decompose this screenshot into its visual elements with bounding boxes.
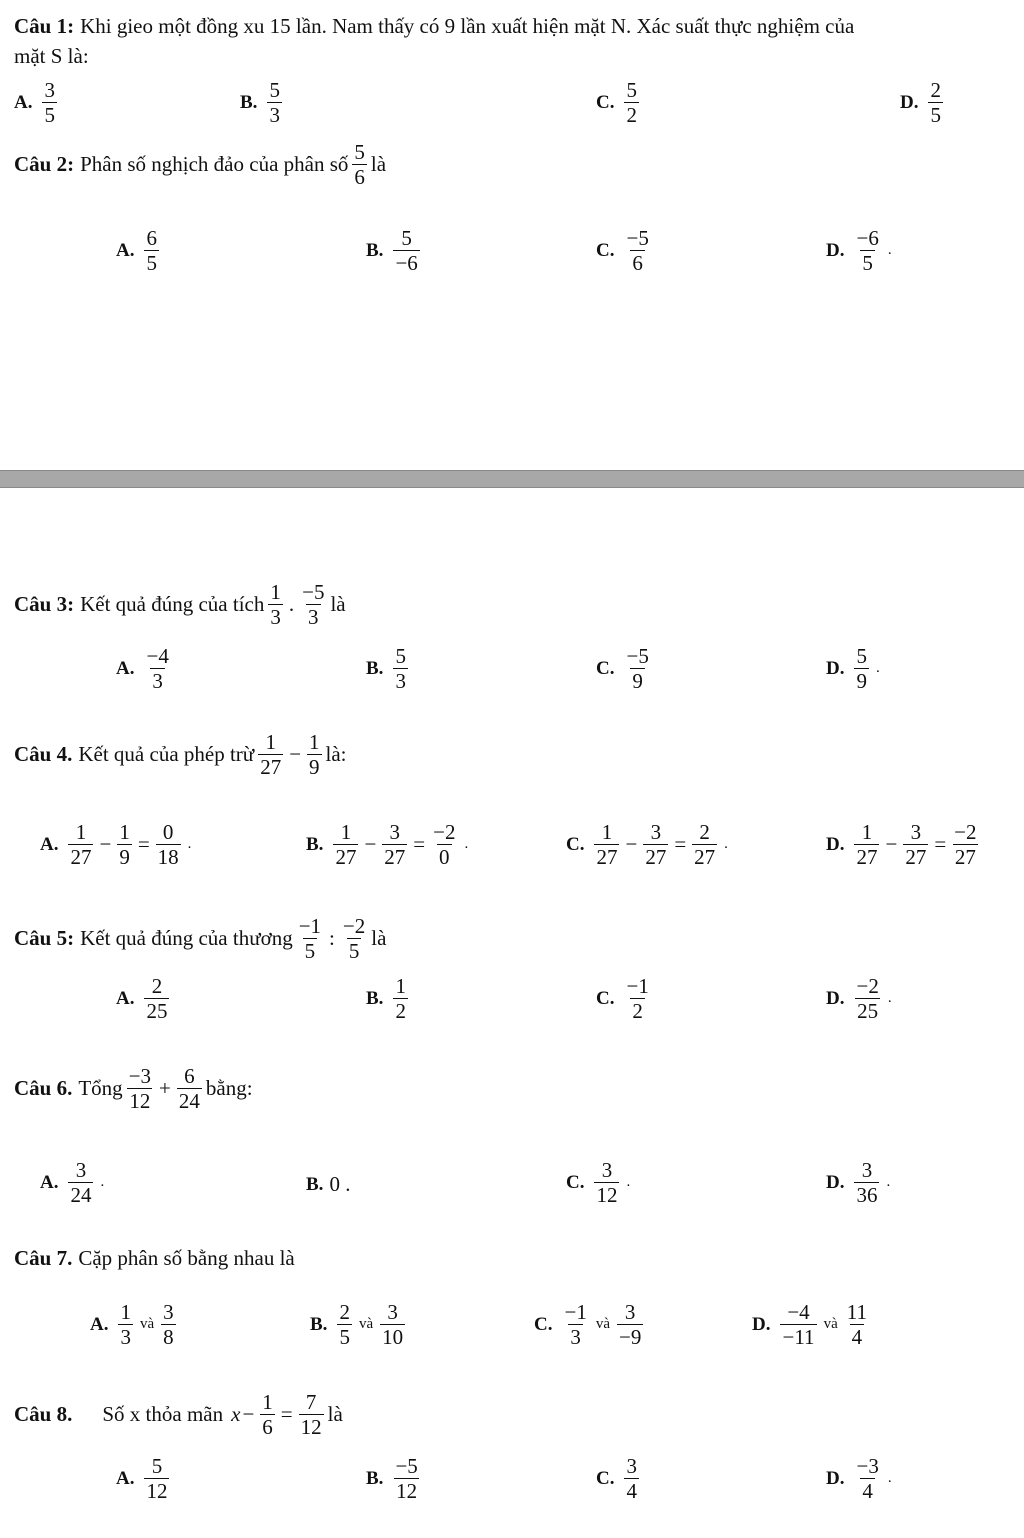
fraction: $\frac{3}{5}$ <box>44 78 55 128</box>
q2-option-a[interactable] <box>116 226 163 275</box>
fraction: $\frac{5}{2}$ <box>626 78 637 128</box>
option-letter: A. <box>14 91 33 113</box>
q2-option-d[interactable]: D. $\frac{-6}{5}$ . <box>826 226 892 276</box>
q2-option-b[interactable] <box>366 226 424 275</box>
fraction: $\frac{-5}{6}$ <box>626 226 649 276</box>
fraction: $\frac{-2}{27}$ <box>954 820 977 870</box>
question-1-line1 <box>14 14 854 39</box>
fraction: $\frac{2}{5}$ <box>930 78 941 128</box>
fraction: $\frac{3}{4}$ <box>626 1454 637 1504</box>
question-2-text: Phân số nghịch đảo của phân số <box>80 152 349 177</box>
question-6-text: Tổng <box>78 1076 123 1101</box>
fraction: $\frac{5}{-6}$ <box>395 226 418 276</box>
fraction: $\frac{5}{12}$ <box>146 1454 168 1504</box>
fraction: $\frac{-5}{12}$ <box>395 1454 418 1504</box>
option-letter: B. <box>240 91 258 113</box>
question-4-line <box>14 730 347 779</box>
operator: − <box>99 832 112 857</box>
q5-option-a[interactable] <box>116 974 173 1023</box>
fraction: $\frac{-5}{9}$ <box>626 644 649 694</box>
question-8-text: Số x thỏa mãn <box>102 1402 224 1427</box>
option-letter: A. <box>90 1313 109 1335</box>
fraction: $\frac{11}{4}$ <box>846 1300 867 1350</box>
question-6-label: Câu 6. <box>14 1076 73 1101</box>
question-3-tail: là <box>330 592 346 617</box>
fraction: $\frac{-3}{12}$ <box>128 1064 152 1114</box>
q7-option-b[interactable] <box>310 1300 409 1349</box>
q1-option-c[interactable] <box>596 78 643 127</box>
fraction: $\frac{-6}{5}$ <box>856 226 879 276</box>
fraction: $\frac{3}{27}$ <box>645 820 667 870</box>
q3-option-c[interactable] <box>596 644 655 693</box>
q6-option-c[interactable]: C. $\frac{3}{12}$ . <box>566 1158 631 1208</box>
option-letter: C. <box>596 657 615 679</box>
operator: = <box>137 832 150 857</box>
operator: − <box>625 832 638 857</box>
operator: = <box>934 832 947 857</box>
q1-option-b[interactable] <box>240 78 286 127</box>
option-letter: C. <box>596 1467 615 1489</box>
option-letter: C. <box>566 833 585 855</box>
question-1-text: Khi gieo một đồng xu 15 lần. Nam thấy có 9 lần xuất hiện mặt N. Xác suất thực nghiệm của <box>80 14 855 38</box>
fraction: $\frac{-4}{3}$ <box>146 644 169 694</box>
q5-option-c[interactable] <box>596 974 655 1023</box>
question-1-line2 <box>14 44 89 69</box>
option-letter: D. <box>826 1171 845 1193</box>
q7-option-c[interactable] <box>534 1300 647 1349</box>
q4-option-d[interactable] <box>826 820 983 869</box>
option-letter: B. <box>306 833 324 855</box>
question-3-line <box>14 580 346 629</box>
operator: . <box>288 592 295 617</box>
option-letter: D. <box>826 657 845 679</box>
fraction: $\frac{6}{24}$ <box>178 1064 200 1114</box>
question-2-label: Câu 2: <box>14 152 75 177</box>
option-letter: A. <box>40 1171 59 1193</box>
operator: = <box>674 832 687 857</box>
fraction: $\frac{1}{6}$ <box>262 1390 273 1440</box>
q7-option-d[interactable] <box>752 1300 873 1349</box>
q4-option-a[interactable]: A. $\frac{1}{27}$ − $\frac{1}{9}$ = $\frac{0}{18}$ . <box>40 820 192 870</box>
option-letter: C. <box>596 91 615 113</box>
fraction: $\frac{-3}{4}$ <box>856 1454 879 1504</box>
operator: − <box>364 832 377 857</box>
option-letter: A. <box>40 833 59 855</box>
question-8-tail: là <box>327 1402 343 1427</box>
fraction: $\frac{-2}{5}$ <box>342 914 366 964</box>
fraction: $\frac{3}{10}$ <box>382 1300 404 1350</box>
question-7-text: Cặp phân số bằng nhau là <box>78 1246 295 1270</box>
fraction: $\frac{5}{6}$ <box>354 140 365 190</box>
fraction: $\frac{7}{12}$ <box>300 1390 322 1440</box>
operator: + <box>159 1076 171 1101</box>
operator: : <box>329 926 335 951</box>
question-2-tail: là <box>370 152 387 177</box>
conjunction: và <box>358 1316 374 1333</box>
fraction: $\frac{1}{9}$ <box>309 730 320 780</box>
question-8-line <box>14 1390 343 1439</box>
option-letter: B. <box>366 239 384 261</box>
q3-option-a[interactable] <box>116 644 175 693</box>
fraction: $\frac{3}{27}$ <box>384 820 406 870</box>
option-letter: D. <box>826 1467 845 1489</box>
question-4-label: Câu 4. <box>14 742 73 767</box>
option-letter: B. <box>366 1467 384 1489</box>
option-letter: C. <box>596 987 615 1009</box>
option-letter: A. <box>116 1467 135 1489</box>
q1-option-a[interactable] <box>14 78 61 127</box>
option-letter: D. <box>826 239 845 261</box>
question-3-label: Câu 3: <box>14 592 75 617</box>
q8-option-a[interactable] <box>116 1454 173 1503</box>
q4-option-b[interactable]: B. $\frac{1}{27}$ − $\frac{3}{27}$ = $\frac{-2}{0}$ . <box>306 820 469 870</box>
operator: = <box>413 832 426 857</box>
q3-option-d[interactable]: D. $\frac{5}{9}$ . <box>826 644 880 694</box>
fraction: $\frac{-4}{-11}$ <box>782 1300 815 1350</box>
question-5-line <box>14 914 386 963</box>
fraction: $\frac{3}{24}$ <box>70 1158 92 1208</box>
conjunction: và <box>595 1316 610 1333</box>
fraction: $\frac{1}{2}$ <box>395 974 406 1024</box>
q8-option-d[interactable]: D. $\frac{-3}{4}$ . <box>826 1454 892 1504</box>
option-letter: C. <box>596 239 615 261</box>
question-4-tail: là: <box>325 742 347 767</box>
q6-option-b[interactable] <box>306 1172 350 1197</box>
option-letter: A. <box>116 657 135 679</box>
conjunction: và <box>823 1316 838 1333</box>
option-letter: C. <box>566 1171 585 1193</box>
question-5-tail: là <box>371 926 387 951</box>
q8-option-c[interactable] <box>596 1454 643 1503</box>
question-3-text: Kết quả đúng của tích <box>80 592 265 617</box>
fraction: $\frac{5}{3}$ <box>395 644 406 694</box>
q3-option-b[interactable] <box>366 644 412 693</box>
fraction: $\frac{2}{27}$ <box>694 820 716 870</box>
question-6-line <box>14 1064 253 1113</box>
question-8-label: Câu 8. <box>14 1402 73 1427</box>
fraction: $\frac{-1}{5}$ <box>298 914 322 964</box>
fraction: $\frac{-1}{2}$ <box>626 974 649 1024</box>
q5-option-d[interactable]: D. $\frac{-2}{25}$ . <box>826 974 892 1024</box>
fraction: $\frac{1}{27}$ <box>596 820 618 870</box>
question-7-line <box>14 1246 295 1271</box>
option-letter: B. <box>366 657 384 679</box>
fraction: $\frac{1}{27}$ <box>335 820 357 870</box>
fraction: $\frac{0}{18}$ <box>157 820 179 870</box>
question-1-label: Câu 1: <box>14 14 75 38</box>
option-letter: D. <box>752 1313 771 1335</box>
fraction: $\frac{1}{3}$ <box>120 1300 131 1350</box>
fraction: $\frac{2}{5}$ <box>339 1300 350 1350</box>
q4-option-c[interactable]: C. $\frac{1}{27}$ − $\frac{3}{27}$ = $\frac{2}{27}$ . <box>566 820 728 870</box>
option-letter: B. <box>366 987 384 1009</box>
q8-option-b[interactable] <box>366 1454 424 1503</box>
fraction: $\frac{3}{36}$ <box>856 1158 878 1208</box>
page-divider <box>0 470 1024 488</box>
fraction: $\frac{2}{25}$ <box>146 974 168 1024</box>
variable-x: x <box>231 1402 241 1427</box>
fraction: $\frac{-1}{3}$ <box>564 1300 587 1350</box>
fraction: $\frac{1}{27}$ <box>260 730 282 780</box>
operator: − <box>289 742 302 767</box>
fraction: $\frac{1}{3}$ <box>270 580 281 630</box>
fraction: $\frac{-2}{0}$ <box>433 820 456 870</box>
q6-option-a[interactable]: A. $\frac{3}{24}$ . <box>40 1158 105 1208</box>
q6-option-d[interactable]: D. $\frac{3}{36}$ . <box>826 1158 891 1208</box>
q2-option-c[interactable] <box>596 226 655 275</box>
fraction: $\frac{1}{27}$ <box>70 820 92 870</box>
option-letter: B. <box>306 1173 324 1195</box>
option-value: 0 . <box>329 1172 351 1196</box>
option-letter: D. <box>826 833 845 855</box>
fraction: $\frac{3}{27}$ <box>905 820 927 870</box>
fraction: $\frac{3}{12}$ <box>596 1158 618 1208</box>
fraction: $\frac{5}{3}$ <box>269 78 280 128</box>
fraction: $\frac{1}{9}$ <box>119 820 130 870</box>
q1-option-d[interactable] <box>900 78 947 127</box>
question-7-label: Câu 7. <box>14 1246 73 1270</box>
fraction: $\frac{6}{5}$ <box>146 226 157 276</box>
fraction: $\frac{-5}{3}$ <box>302 580 325 630</box>
question-4-text: Kết quả của phép trừ <box>78 742 255 767</box>
option-letter: C. <box>534 1313 553 1335</box>
question-5-label: Câu 5: <box>14 926 75 951</box>
option-letter: B. <box>310 1313 328 1335</box>
fraction: $\frac{-2}{25}$ <box>856 974 879 1024</box>
fraction: $\frac{5}{9}$ <box>856 644 867 694</box>
operator: − <box>242 1402 255 1427</box>
q7-option-a[interactable] <box>90 1300 180 1349</box>
fraction: $\frac{3}{8}$ <box>163 1300 174 1350</box>
option-letter: D. <box>900 91 919 113</box>
q5-option-b[interactable] <box>366 974 412 1023</box>
conjunction: và <box>139 1316 155 1333</box>
question-2-line <box>14 140 386 189</box>
option-letter: A. <box>116 987 135 1009</box>
question-6-tail: bằng: <box>205 1076 253 1101</box>
question-5-text: Kết quả đúng của thương <box>80 926 293 951</box>
operator: = <box>280 1402 293 1427</box>
question-1-text2: mặt S là: <box>14 44 89 68</box>
fraction: $\frac{1}{27}$ <box>856 820 878 870</box>
option-letter: A. <box>116 239 135 261</box>
operator: − <box>885 832 898 857</box>
option-letter: D. <box>826 987 845 1009</box>
fraction: $\frac{3}{-9}$ <box>619 1300 642 1350</box>
